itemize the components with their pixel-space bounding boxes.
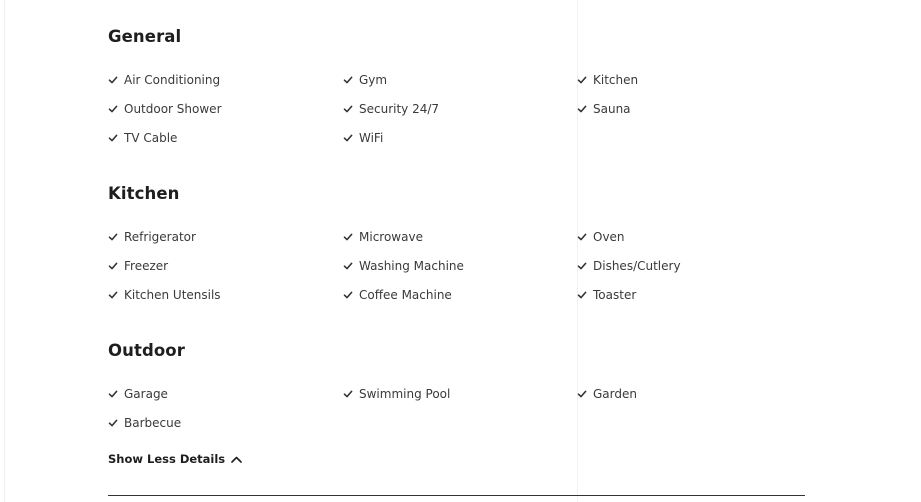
amenity-label: Microwave <box>359 230 423 244</box>
amenity-item <box>577 229 625 245</box>
show-less-details-label: Show Less Details <box>108 452 226 466</box>
check-icon <box>108 75 118 85</box>
amenity-label: Barbecue <box>124 416 182 430</box>
amenity-item <box>108 72 220 88</box>
left-border <box>4 0 5 502</box>
amenity-item <box>108 258 168 274</box>
check-icon <box>108 389 118 399</box>
check-icon <box>108 290 118 300</box>
amenity-label: Outdoor Shower <box>124 102 222 116</box>
amenity-label: Toaster <box>593 288 637 302</box>
amenity-label: Security 24/7 <box>359 102 440 116</box>
amenity-label: Refrigerator <box>124 230 196 244</box>
amenity-item <box>108 229 196 245</box>
check-icon <box>343 261 353 271</box>
amenity-label: Garden <box>593 387 637 401</box>
amenity-label: Coffee Machine <box>359 288 452 302</box>
amenity-item <box>577 386 637 402</box>
amenity-item <box>108 130 177 146</box>
amenity-item <box>343 101 439 117</box>
check-icon <box>343 104 353 114</box>
amenity-item <box>577 101 631 117</box>
check-icon <box>577 104 587 114</box>
amenity-item <box>577 72 638 88</box>
section-title-outdoor: Outdoor <box>108 341 185 360</box>
amenity-item <box>343 386 450 402</box>
amenity-label: Kitchen <box>593 73 639 87</box>
check-icon <box>108 232 118 242</box>
check-icon <box>343 133 353 143</box>
amenity-item <box>343 130 383 146</box>
amenity-item <box>108 415 181 431</box>
amenity-label: Kitchen Utensils <box>124 288 221 302</box>
check-icon <box>108 133 118 143</box>
amenity-item <box>577 287 636 303</box>
check-icon <box>343 290 353 300</box>
amenity-label: Freezer <box>124 259 169 273</box>
check-icon <box>577 232 587 242</box>
section-title-kitchen: Kitchen <box>108 184 180 203</box>
amenity-item <box>343 258 464 274</box>
check-icon <box>343 75 353 85</box>
amenity-label: Gym <box>359 73 388 87</box>
section-title-general: General <box>108 27 182 46</box>
check-icon <box>343 389 353 399</box>
check-icon <box>343 232 353 242</box>
check-icon <box>577 389 587 399</box>
amenity-item <box>343 287 452 303</box>
chevron-up-icon <box>231 456 242 463</box>
amenity-label: Swimming Pool <box>359 387 451 401</box>
show-less-details-button[interactable] <box>108 452 242 466</box>
amenity-item <box>343 72 387 88</box>
amenity-label: Oven <box>593 230 625 244</box>
check-icon <box>108 104 118 114</box>
amenity-item <box>108 287 221 303</box>
check-icon <box>577 290 587 300</box>
amenity-label: Sauna <box>593 102 631 116</box>
check-icon <box>577 261 587 271</box>
check-icon <box>577 75 587 85</box>
amenity-item <box>108 101 222 117</box>
amenity-label: WiFi <box>359 131 384 145</box>
section-divider <box>108 495 805 496</box>
amenity-label: TV Cable <box>124 131 178 145</box>
amenity-label: Dishes/Cutlery <box>593 259 681 273</box>
amenity-item <box>108 386 168 402</box>
amenity-item <box>577 258 681 274</box>
check-icon <box>108 261 118 271</box>
amenity-label: Washing Machine <box>359 259 464 273</box>
amenity-label: Garage <box>124 387 168 401</box>
amenity-label: Air Conditioning <box>124 73 221 87</box>
amenity-item <box>343 229 423 245</box>
check-icon <box>108 418 118 428</box>
